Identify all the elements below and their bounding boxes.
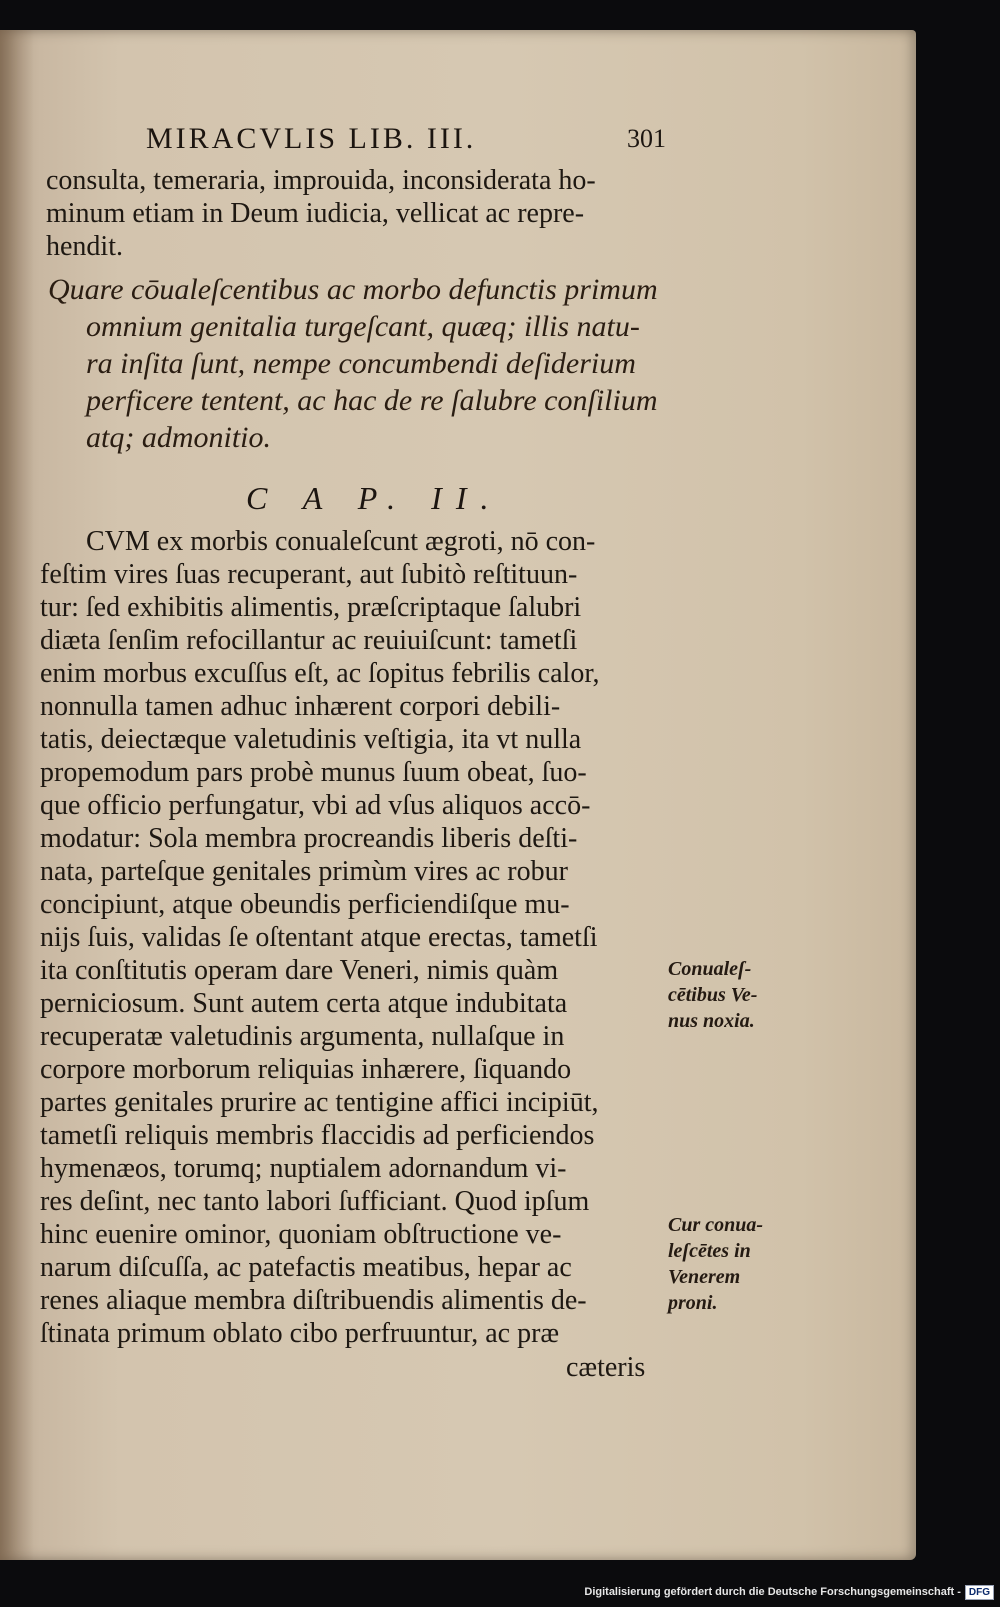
body-line: tametſi reliquis membris flaccidis ad perficiendos [40, 1120, 595, 1151]
body-line: que officio perfungatur, vbi ad vſus aliquos accō- [40, 790, 591, 821]
margin-note-line: Cur conua- [668, 1214, 764, 1236]
margin-note-line: Venerem [668, 1266, 741, 1288]
margin-note-line: leſcētes in [668, 1240, 751, 1262]
chapter-heading: C A P. II. [246, 480, 503, 516]
body-line: diæta ſenſim refocillantur ac reuiuiſcunt: tametſi [40, 625, 578, 656]
body-line: tur: ſed exhibitis alimentis, præſcriptaque ſalubri [40, 592, 582, 623]
digitization-footer [584, 1581, 994, 1603]
chapter-summary-line: ra inſita ſunt, nempe concumbendi deſiderium [86, 347, 636, 380]
body-line: concipiunt, atque obeundis perficiendiſque mu- [40, 889, 570, 920]
body-line: nijs ſuis, validas ſe oſtentant atque erectas, tametſi [40, 922, 598, 953]
intro-line: consulta, temeraria, improuida, inconsiderata ho- [46, 165, 596, 196]
margin-note-line: cētibus Ve- [668, 984, 758, 1006]
body-line: corpore morborum reliquias inhærere, ſiquando [40, 1054, 572, 1085]
book-page [0, 30, 916, 1560]
body-line: hinc euenire ominor, quoniam obſtructione ve- [40, 1219, 562, 1250]
body-line: hymenæos, torumq; nuptialem adornandum vi- [40, 1153, 567, 1184]
body-line: res deſint, nec tanto labori ſufficiant. Quod ipſum [40, 1186, 590, 1217]
intro-line: minum etiam in Deum iudicia, vellicat ac repre- [46, 198, 585, 229]
dfg-logo-icon: DFG [965, 1585, 994, 1600]
body-line: narum diſcuſſa, ac patefactis meatibus, hepar ac [40, 1252, 572, 1283]
margin-note-line: Conualeſ- [668, 958, 752, 980]
body-line: ſtinata primum oblato cibo perfruuntur, ac præ [40, 1318, 560, 1349]
running-head-title: MIRACVLIS LIB. III. [146, 122, 477, 155]
body-line: ita conſtitutis operam dare Veneri, nimis quàm [40, 955, 559, 986]
chapter-summary-line: perficere tentent, ac hac de re ſalubre conſilium [86, 384, 658, 417]
body-line: nonnulla tamen adhuc inhærent corpori debili- [40, 691, 561, 722]
body-line: modatur: Sola membra procreandis liberis deſti- [40, 823, 578, 854]
margin-note [668, 956, 757, 1034]
page-number: 301 [627, 124, 666, 153]
margin-note [668, 1212, 763, 1316]
chapter-summary-line: atq; admonitio. [86, 421, 271, 454]
body-line: tatis, deiectæque valetudinis veſtigia, ita vt nulla [40, 724, 582, 755]
body-line: partes genitales prurire ac tentigine affici incipiūt, [40, 1087, 599, 1118]
intro-line: hendit. [46, 231, 123, 262]
body-text [0, 30, 916, 1560]
body-line: feſtim vires ſuas recuperant, aut ſubitò reſtituun- [40, 559, 578, 590]
body-line: enim morbus excuſſus eſt, ac ſopitus febrilis calor, [40, 658, 600, 689]
chapter-summary-line: omnium genitalia turgeſcant, quæq; illis natu- [86, 310, 640, 343]
margin-note-line: nus noxia. [668, 1010, 755, 1032]
body-line: propemodum pars probè munus ſuum obeat, ſuo- [40, 757, 587, 788]
body-line: renes aliaque membra diſtribuendis alimentis de- [40, 1285, 587, 1316]
body-line: recuperatæ valetudinis argumenta, nullaſque in [40, 1021, 565, 1052]
margin-note-line: proni. [668, 1292, 718, 1314]
body-line: nata, parteſque genitales primùm vires ac robur [40, 856, 568, 887]
footer-credit: Digitalisierung gefördert durch die Deutsche Forschungsgemeinschaft - [584, 1586, 961, 1598]
body-line: CVM ex morbis conualeſcunt ægroti, nō con- [86, 526, 596, 557]
catchword: cæteris [566, 1352, 646, 1383]
body-line: perniciosum. Sunt autem certa atque indubitata [40, 988, 568, 1019]
chapter-summary-line: Quare cōualeſcentibus ac morbo defunctis primum [48, 273, 658, 306]
